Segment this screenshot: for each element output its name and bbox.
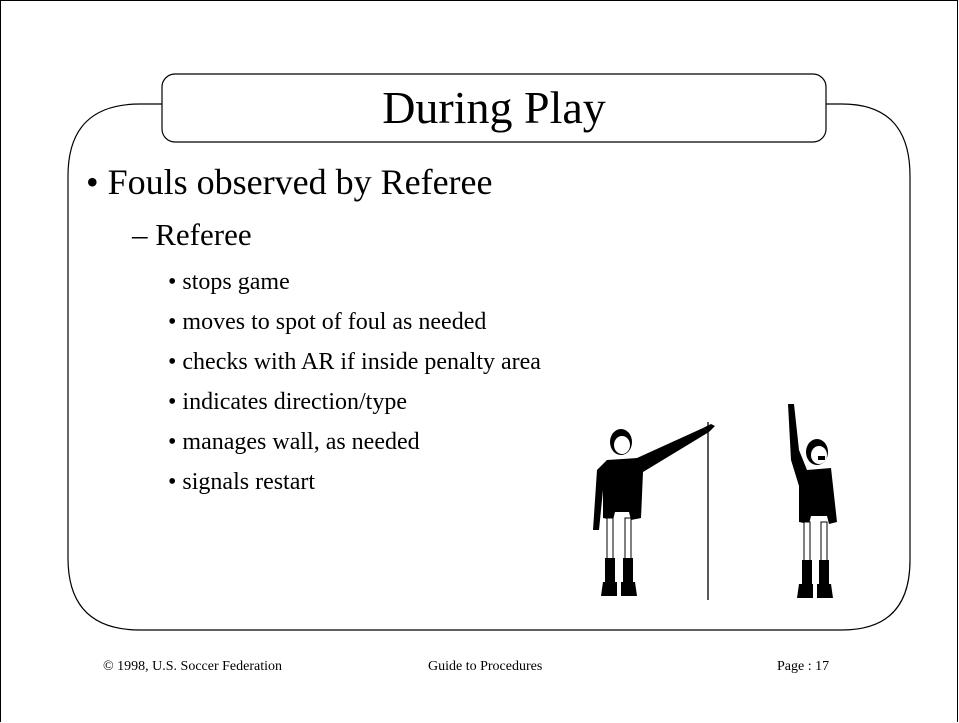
slide-title: During Play — [382, 82, 606, 133]
referee-arm-extended-icon — [593, 424, 715, 596]
list-item: • checks with AR if inside penalty area — [168, 349, 541, 375]
list-item: • signals restart — [168, 469, 316, 495]
list-item: • moves to spot of foul as needed — [168, 309, 487, 335]
list-item: • stops game — [168, 269, 290, 295]
bullet-fouls-observed: • Fouls observed by Referee — [86, 162, 493, 202]
sub-bullet-referee: – Referee — [132, 217, 252, 252]
list-item: • indicates direction/type — [168, 389, 407, 415]
footer-copyright: © 1998, U.S. Soccer Federation — [103, 659, 282, 674]
footer-guide-title: Guide to Procedures — [428, 659, 543, 674]
referee-arm-raised-icon — [788, 404, 837, 598]
list-item: • manages wall, as needed — [168, 429, 420, 455]
referee-signals-illustration — [585, 400, 845, 610]
footer-page-number: Page : 17 — [777, 659, 830, 674]
